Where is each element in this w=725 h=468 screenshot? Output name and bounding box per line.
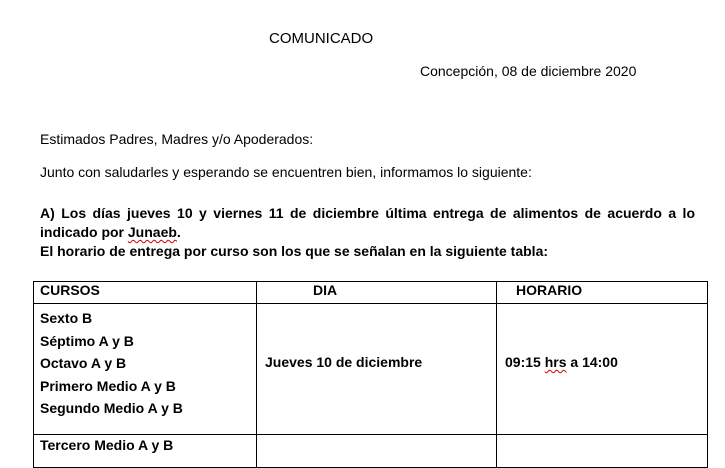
courses-cell — [34, 434, 257, 467]
section-a-line-2-suffix: . — [176, 224, 181, 240]
section-a-line-2-prefix: indicado por — [40, 224, 128, 240]
date-line: Concepción, 08 de diciembre 2020 — [420, 63, 637, 79]
course-item: Primero Medio A y B — [40, 377, 176, 394]
spellcheck-word-junaeb: Junaeb — [127, 224, 177, 240]
section-a-line-2 — [40, 223, 695, 242]
time-end: a 14:00 — [566, 353, 618, 370]
intro-paragraph: Junto con saludarles y esperando se encuentren bien, informamos lo siguiente: — [40, 164, 532, 180]
section-a-paragraph — [40, 204, 695, 261]
header-time: HORARIO — [497, 282, 708, 304]
section-a-line-3: El horario de entrega por curso son los que se señalan en la siguiente tabla: — [40, 243, 549, 259]
course-item: Tercero Medio A y B — [40, 436, 174, 453]
time-cell — [497, 304, 708, 435]
section-a-line-1: A) Los días jueves 10 y viernes 11 de diciembre última entrega de alimentos de acuerdo a lo — [40, 205, 695, 221]
table-row — [34, 434, 708, 467]
course-item: Octavo A y B — [40, 355, 127, 371]
greeting: Estimados Padres, Madres y/o Apoderados: — [40, 131, 314, 147]
course-item: Segundo Medio A y B — [40, 400, 183, 416]
course-item: Séptimo A y B — [40, 332, 134, 349]
table-row — [34, 304, 708, 435]
time-cell — [497, 434, 708, 467]
course-item: Sexto B — [40, 310, 93, 326]
spellcheck-word-hrs: hrs — [544, 353, 567, 370]
day-cell: Jueves 10 de diciembre — [257, 304, 497, 435]
day-cell — [257, 434, 497, 467]
header-courses: CURSOS — [34, 282, 257, 304]
document-title: COMUNICADO — [269, 30, 374, 47]
table-header-row — [34, 282, 708, 304]
time-start: 09:15 — [505, 353, 545, 370]
header-day: DIA — [257, 282, 497, 304]
courses-cell — [34, 304, 257, 435]
schedule-table — [33, 281, 708, 468]
